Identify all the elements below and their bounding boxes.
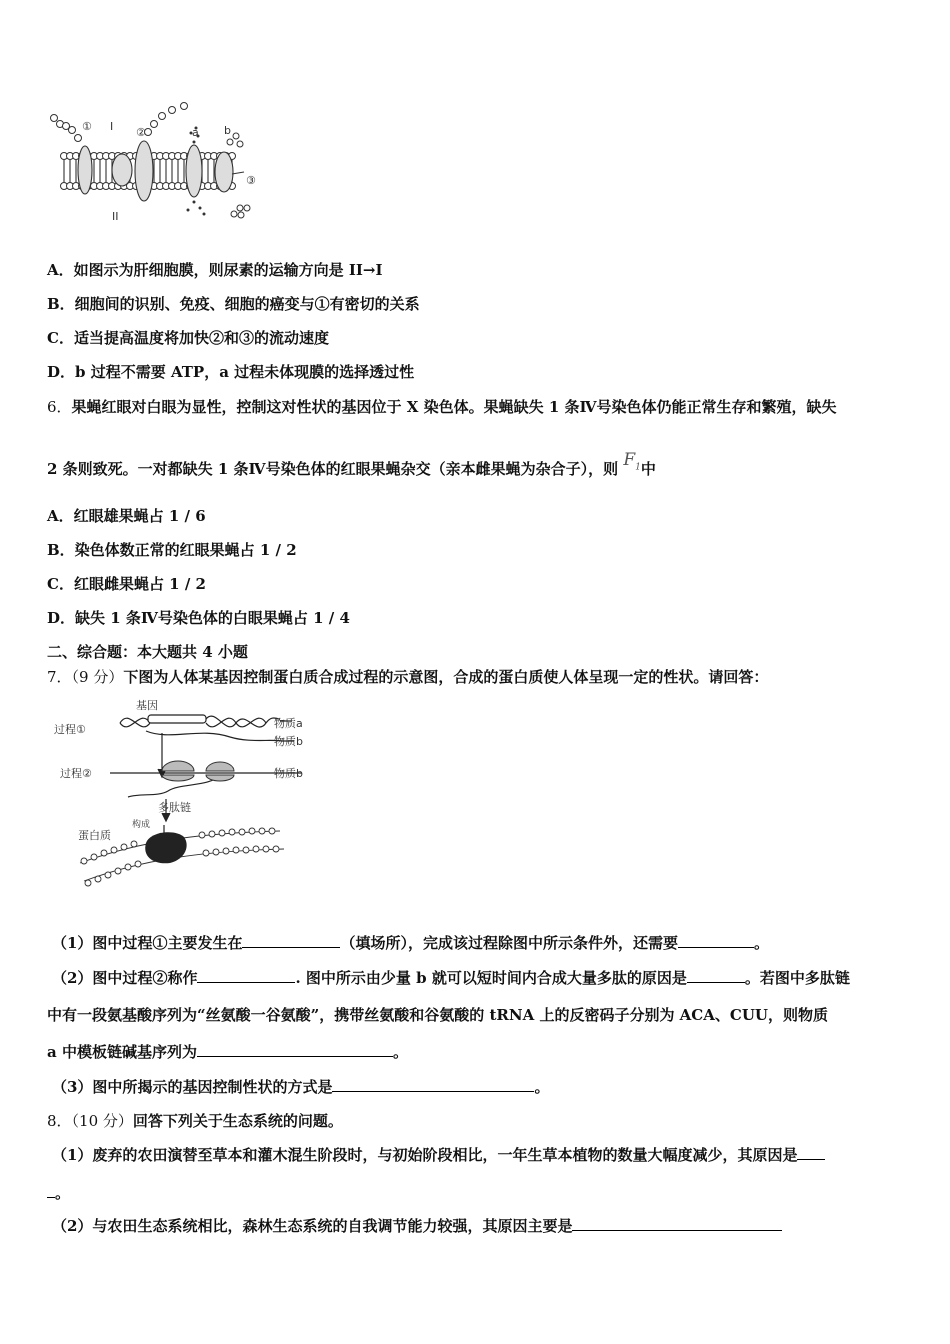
fig2-substance-a-label: 物质a <box>274 717 303 730</box>
q8-sub1: （1）废弃的农田演替至草本和灌木混生阶段时，与初始阶段相比，一年生草本植物的数量大幅度减少，其原因是 <box>52 1145 825 1165</box>
q6-line1 <box>47 397 837 417</box>
fig1-label-I: I <box>110 120 114 133</box>
fig2-constitute-label: 构成 <box>132 820 151 830</box>
q6-stem-line1: 果蝇红眼对白眼为显性，控制这对性状的基因位于 X 染色体。果蝇缺失 1 条Ⅳ号染色体仍能正常生存和繁殖，缺失 <box>71 398 837 416</box>
q6-stem-line2: 2 条则致死。一对都缺失 1 条Ⅳ号染色体的红眼果蝇杂交（亲本雌果蝇为杂合子），则 <box>47 460 619 478</box>
q7-sub1-blank2[interactable] <box>678 933 754 948</box>
q5-option-b: B．细胞间的识别、免疫、细胞的癌变与①有密切的关系 <box>47 295 420 313</box>
section-heading: 二、综合题：本大题共 4 小题 <box>47 643 248 661</box>
fig2-process1-label: 过程① <box>54 723 86 736</box>
q7-stem: 7．（9 分）下图为人体某基因控制蛋白质合成过程的示意图，合成的蛋白质使人体呈现一定的性状。请回答： <box>47 668 769 686</box>
q7-sub2: （2）图中过程②称作 . 图中所示由少量 b 就可以短时间内合成大量多肽的原因是 。若图中多肽链 <box>52 969 850 987</box>
q8-sub2: （2）与农田生态系统相比，森林生态系统的自我调节能力较强，其原因主要是 <box>52 1216 782 1236</box>
q6-option-c: C．红眼雌果蝇占 1 / 2 <box>47 575 206 593</box>
q7-sub2-blank3[interactable] <box>197 1042 393 1057</box>
q8-sub1-blank-part1[interactable] <box>797 1145 825 1160</box>
q6-stem-end: 中 <box>640 460 656 478</box>
q5-option-c: C．适当提高温度将加快②和③的流动速度 <box>47 329 329 347</box>
q8-sub1-cont: 。 <box>47 1183 70 1203</box>
q7-sub1: （1）图中过程①主要发生在 （填场所），完成该过程除图中所示条件外，还需要 。 <box>52 934 769 952</box>
fig1-label-2: ② <box>136 126 146 139</box>
q7-sub2-line2: 中有一段氨基酸序列为“丝氨酸一谷氨酸”，携带丝氨酸和谷氨酸的 tRNA 上的反密码子分别为 ACA、CUU，则物质 <box>47 1006 828 1024</box>
fig2-process2-label: 过程② <box>60 767 92 780</box>
fig2-substance-b2-label: 物质b <box>274 767 303 780</box>
q7-sub1-blank1[interactable] <box>242 933 340 948</box>
fig2-protein-label: 蛋白质 <box>78 829 111 842</box>
q5-option-a: A．如图示为肝细胞膜，则尿素的运输方向是 II→I <box>47 261 383 279</box>
fig2-substance-b-label: 物质b <box>274 735 303 748</box>
q6-number: 6． <box>47 398 72 416</box>
q8-stem: 8．（10 分）回答下列关于生态系统的问题。 <box>47 1112 343 1130</box>
fig2-gene-label: 基因 <box>136 699 158 712</box>
q8-sub1-blank-part2[interactable] <box>47 1183 55 1198</box>
q6-line2 <box>47 450 656 486</box>
q6-option-a: A．红眼雄果蝇占 1 / 6 <box>47 507 206 525</box>
q7-sub2-line3: a 中模板链碱基序列为 。 <box>47 1043 408 1061</box>
fig1-label-1: ① <box>82 120 92 133</box>
q5-option-d: D．b 过程不需要 ATP，a 过程未体现膜的选择透过性 <box>47 363 415 381</box>
q7-sub3-blank[interactable] <box>332 1077 534 1092</box>
fig2-polypeptide-label: 多肽链 <box>158 801 191 814</box>
fig1-label-a: a <box>192 126 199 139</box>
q8-sub2-blank[interactable] <box>572 1216 782 1231</box>
q7-sub3: （3）图中所揭示的基因控制性状的方式是 。 <box>52 1078 550 1096</box>
fig1-label-II: II <box>112 210 119 223</box>
q6-f1-symbol: $F_1$ <box>623 450 641 473</box>
q6-option-b: B．染色体数正常的红眼果蝇占 1 / 2 <box>47 541 297 559</box>
membrane-figure <box>44 98 276 228</box>
gene-expression-figure <box>50 697 320 897</box>
fig1-label-b: b <box>224 124 231 137</box>
q6-option-d: D．缺失 1 条Ⅳ号染色体的白眼果蝇占 1 / 4 <box>47 609 350 627</box>
fig1-label-3: ③ <box>246 174 256 187</box>
q7-sub2-blank2[interactable] <box>687 968 745 983</box>
q7-sub2-blank1[interactable] <box>197 968 295 983</box>
